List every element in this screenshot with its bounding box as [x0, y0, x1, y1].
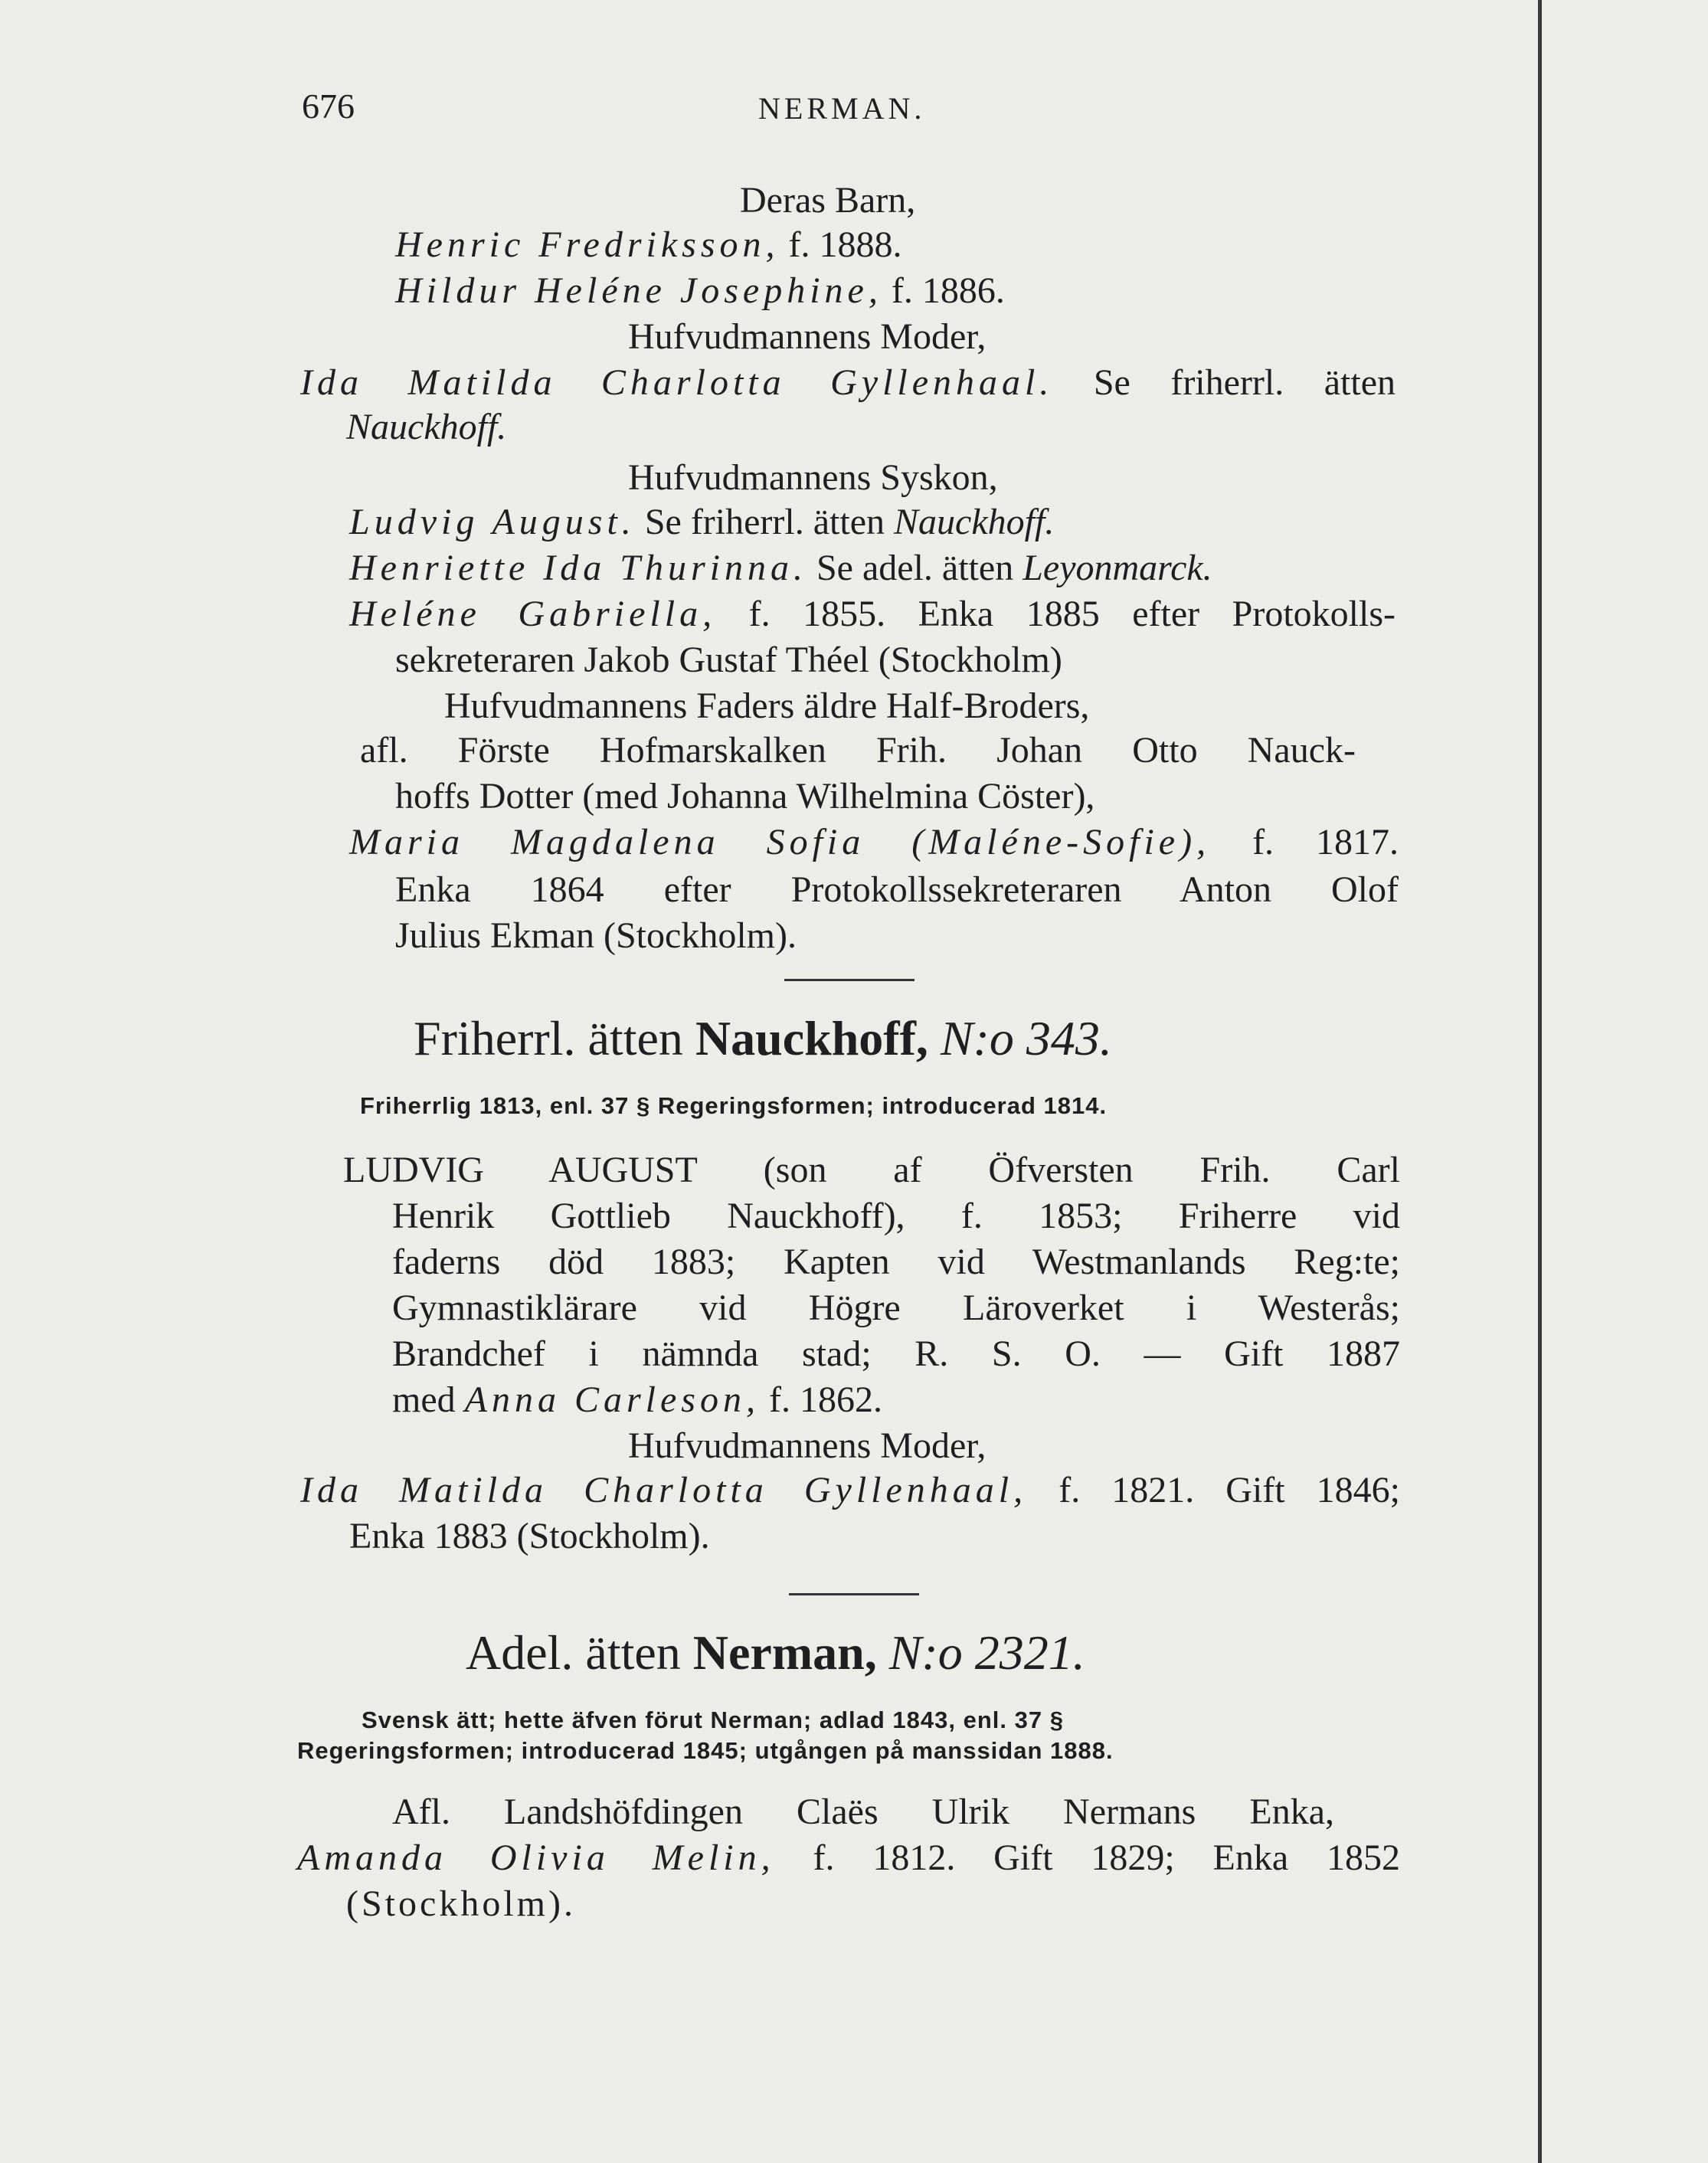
nerman-line-2: Amanda Olivia Melin, f. 1812. Gift 1829; Enka 1852 [297, 1837, 1401, 1878]
section-divider-2 [789, 1593, 919, 1595]
entry-line-6: med Anna Carleson, f. 1862. [392, 1379, 882, 1420]
entry-line-3: faderns död 1883; Kapten vid Westmanlands Reg:te; [392, 1242, 1400, 1282]
section-subtitle-nauckhoff: Friherrlig 1813, enl. 37 § Regeringsformen; introducerad 1814. [360, 1092, 1108, 1119]
mother-entry-1: Ida Matilda Charlotta Gyllenhaal. Se friherrl. ätten [300, 362, 1396, 403]
section-divider-1 [784, 979, 915, 981]
nerman-line-3: (Stockholm). [346, 1883, 576, 1924]
mother-entry-2-cont: Enka 1883 (Stockholm). [349, 1516, 710, 1556]
half-brother-heading: Hufvudmannens Faders äldre Half-Broders, [444, 686, 1090, 726]
running-title: NERMAN. [758, 91, 926, 126]
entry-line-1: LUDVIG AUGUST (son af Öfversten Frih. Carl [343, 1150, 1400, 1190]
half-brother-daughter: Maria Magdalena Sofia (Maléne-Sofie), f. 1817. [349, 822, 1399, 862]
entry-line-4: Gymnastiklärare vid Högre Läroverket i Westerås; [392, 1288, 1400, 1328]
mother-entry-2: Ida Matilda Charlotta Gyllenhaal, f. 1821. Gift 1846; [300, 1470, 1401, 1510]
mother-heading-1: Hufvudmannens Moder, [628, 316, 987, 357]
section-subtitle-nerman-1: Svensk ätt; hette äfven förut Nerman; adlad 1843, enl. 37 § [362, 1707, 1064, 1733]
half-brother-line-5: Julius Ekman (Stockholm). [395, 915, 797, 956]
half-brother-line-1: afl. Förste Hofmarskalken Frih. Johan Otto Nauck- [360, 730, 1356, 771]
section-title-nerman: Adel. ätten Nerman, N:o 2321. [466, 1625, 1085, 1680]
sibling-entry-3: Heléne Gabriella, f. 1855. Enka 1885 efter Protokolls- [349, 594, 1396, 634]
mother-ref-name-1: Nauckhoff. [346, 407, 507, 447]
sibling-entry-3-cont: sekreteraren Jakob Gustaf Théel (Stockholm) [395, 640, 1062, 680]
page-edge-line [1538, 0, 1542, 2163]
page-number: 676 [302, 87, 355, 126]
child-entry-2: Hildur Heléne Josephine, f. 1886. [395, 270, 1005, 311]
nerman-line-1: Afl. Landshöfdingen Claës Ulrik Nermans Enka, [392, 1792, 1334, 1832]
half-brother-line-4: Enka 1864 efter Protokollssekreteraren Anton Olof [395, 869, 1399, 910]
entry-line-2: Henrik Gottlieb Nauckhoff), f. 1853; Friherre vid [392, 1196, 1400, 1236]
section-title-nauckhoff: Friherrl. ätten Nauckhoff, N:o 343. [414, 1011, 1112, 1065]
section-subtitle-nerman-2: Regeringsformen; introducerad 1845; utgången på manssidan 1888. [297, 1737, 1114, 1764]
child-entry-1: Henric Fredriksson, f. 1888. [395, 224, 902, 265]
children-heading: Deras Barn, [740, 180, 916, 221]
sibling-entry-1: Ludvig August. Se friherrl. ätten Nauckhoff. [349, 502, 1055, 542]
sibling-entry-2: Henriette Ida Thurinna. Se adel. ätten Leyonmarck. [349, 548, 1212, 588]
siblings-heading: Hufvudmannens Syskon, [628, 457, 998, 498]
half-brother-line-2: hoffs Dotter (med Johanna Wilhelmina Cöster), [395, 776, 1095, 816]
mother-heading-2: Hufvudmannens Moder, [628, 1425, 987, 1466]
entry-line-5: Brandchef i nämnda stad; R. S. O. — Gift 1887 [392, 1333, 1400, 1374]
